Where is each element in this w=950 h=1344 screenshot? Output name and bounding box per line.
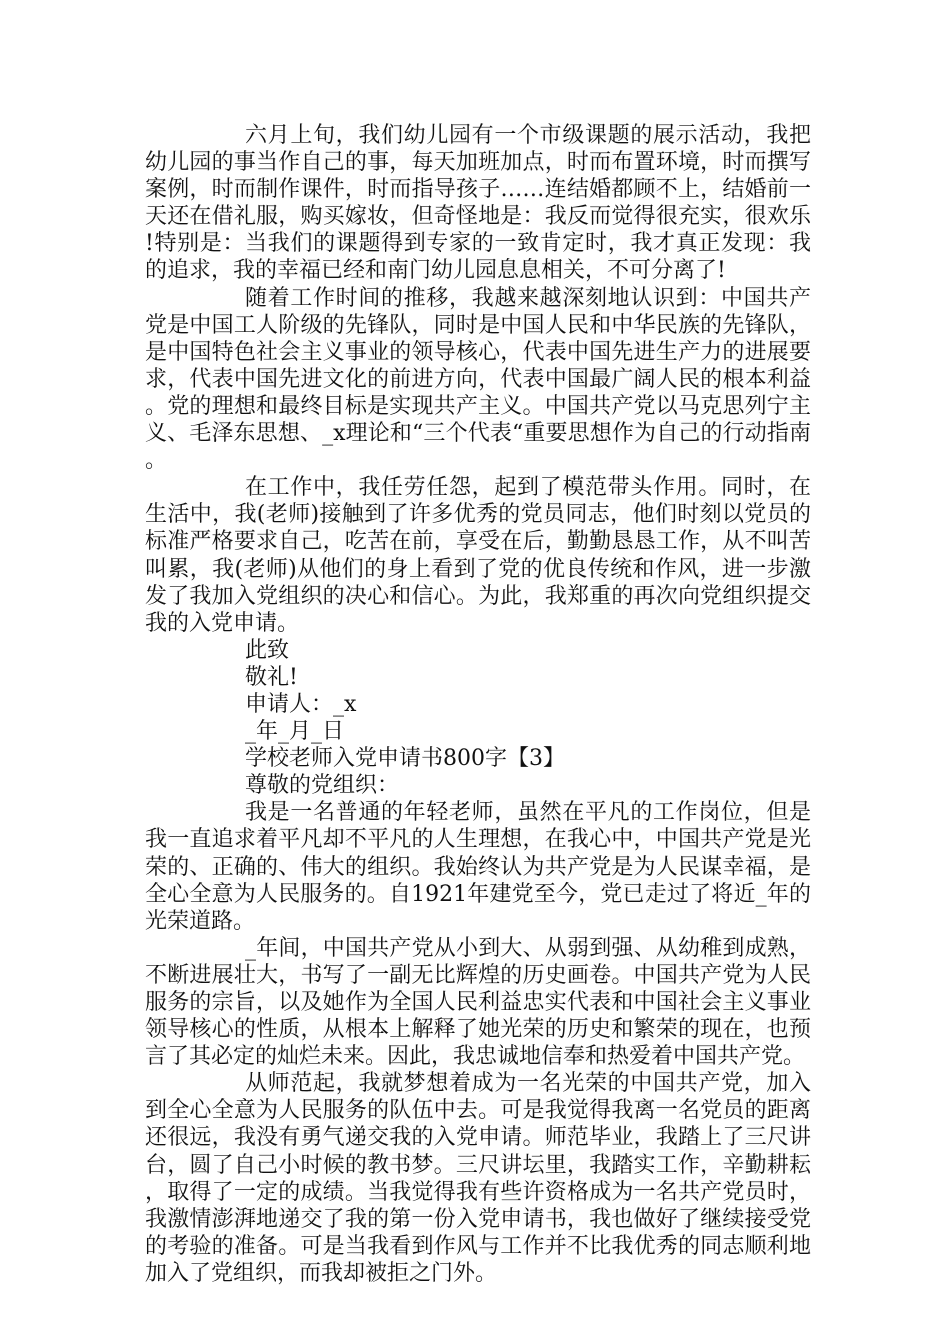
closing-salute-2: 敬礼! (245, 664, 298, 690)
paragraph-work-example: 在工作中，我任劳任怨，起到了模范带头作用。同时，在生活中，我(老师)接触到了许多优秀的党员同志，他们时刻以党员的标准严格要求自己，吃苦在前，享受在后，勤勤恳恳工作，从不叫苦叫累，我(老师)从他们的身上看到了党的优良传统和作风，进一步激发了我加入党组织的决心和信心。为此，我郑重的再次向党组织提交我的入党申请。 (145, 475, 811, 636)
greeting: 尊敬的党组织： (245, 773, 400, 799)
closing-salute-1: 此致 (245, 637, 290, 663)
paragraph-party-understanding: 随着工作时间的推移，我越来越深刻地认识到：中国共产党是中国工人阶级的先锋队，同时是中国人民和中华民族的先锋队，是中国特色社会主义事业的领导核心，代表中国先进生产力的进展要求，代表中国先进文化的前进方向，代表中国最广阔人民的根本利益。党的理想和最终目标是实现共产主义。中国共产党以马克思列宁主义、毛泽东思想、_x理论和“三个代表“重要思想作为自己的行动指南。 (145, 285, 811, 474)
paragraph-june-activity: 六月上旬，我们幼儿园有一个市级课题的展示活动，我把幼儿园的事当作自己的事，每天加班加点，时而布置环境，时而撰写案例，时而制作课件，时而指导孩子……连结婚都顾不上，结婚前一天还在借礼服，购买嫁妆，但奇怪地是：我反而觉得很充实，很欢乐!特别是：当我们的课题得到专家的一致肯定时，我才真正发现：我的追求，我的幸福已经和南门幼儿园息息相关，不可分离了! (145, 123, 811, 284)
date-line: _年_月_日 (245, 719, 345, 745)
paragraph-young-teacher: 我是一名普通的年轻老师，虽然在平凡的工作岗位，但是我一直追求着平凡却不平凡的人生理想，在我心中，中国共产党是光荣的、正确的、伟大的组织。我始终认为共产党是为人民谋幸福，是全心全意为人民服务的。自1921年建党至今，党已走过了将近_年的光荣道路。 (145, 800, 811, 934)
applicant-line: 申请人：_x (245, 691, 357, 717)
paragraph-normal-school: 从师范起，我就梦想着成为一名光荣的中国共产党，加入到全心全意为人民服务的队伍中去。可是我觉得我离一名党员的距离还很远，我没有勇气递交我的入党申请。师范毕业，我踏上了三尺讲台，圆了自己小时候的教书梦。三尺讲坛里，我踏实工作，辛勤耕耘，取得了一定的成绩。当我觉得我有些许资格成为一名共产党员时，我激情澎湃地递交了我的第一份入党申请书，我也做好了继续接受党的考验的准备。可是当我看到作风与工作并不比我优秀的同志顺利地加入了党组织，而我却被拒之门外。 (145, 1071, 811, 1286)
document-body (145, 122, 811, 1287)
paragraph-party-history: _年间，中国共产党从小到大、从弱到强、从幼稚到成熟，不断进展壮大，书写了一副无比辉煌的历史画卷。中国共产党为人民服务的宗旨，以及她作为全国人民利益忠实代表和中国社会主义事业领导核心的性质，从根本上解释了她光荣的历史和繁荣的现在，也预言了其必定的灿烂未来。因此，我忠诚地信奉和热爱着中国共产党。 (145, 935, 811, 1070)
section-title: 学校老师入党申请书800字【3】 (245, 746, 565, 772)
